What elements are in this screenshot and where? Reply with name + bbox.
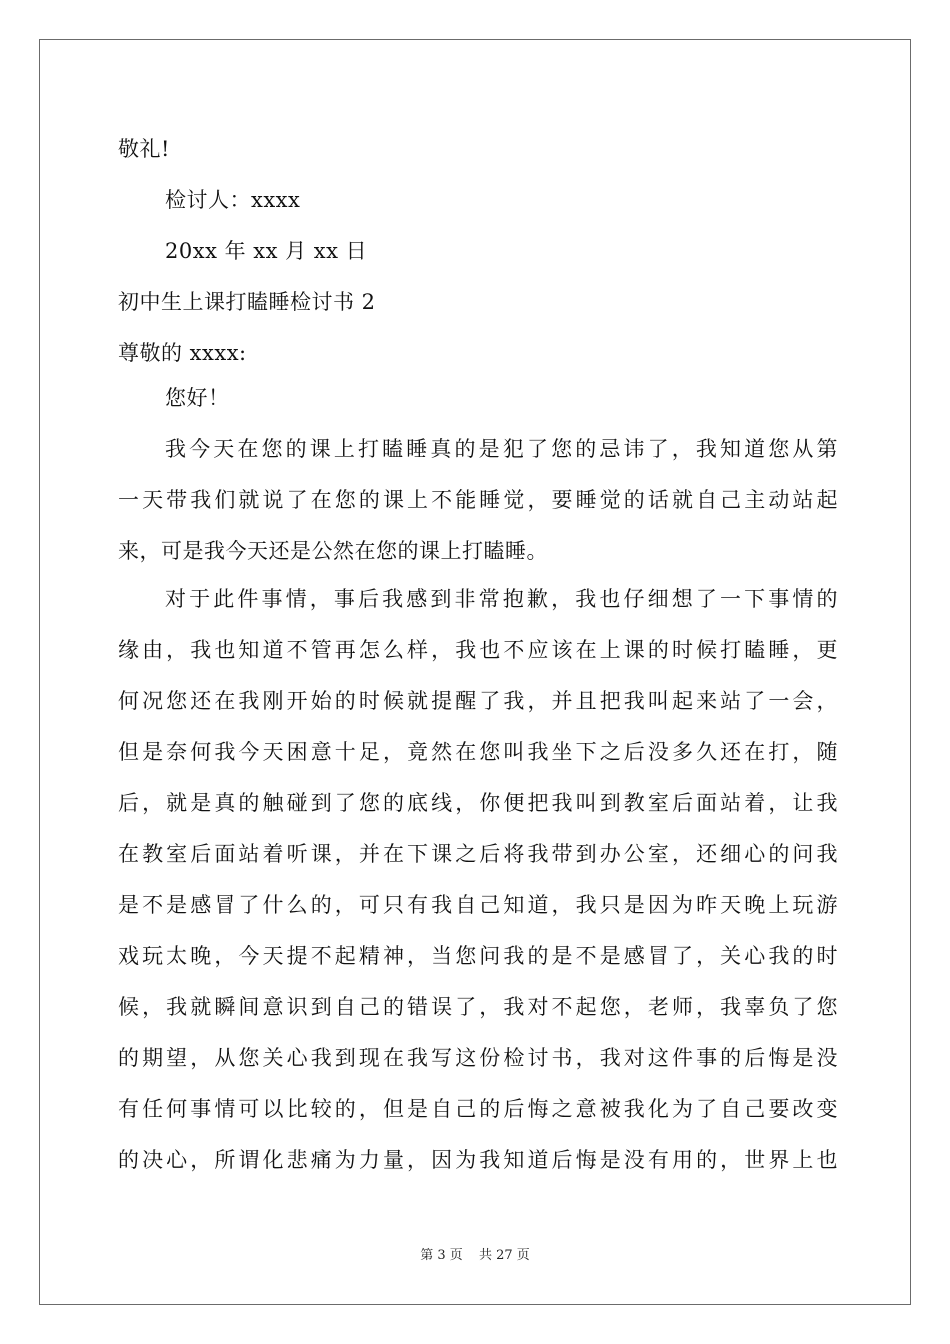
body-line: 候，我就瞬间意识到自己的错误了，我对不起您，老师，我辜负了您 [118,995,838,1019]
body-line: 但是奈何我今天困意十足，竟然在您叫我坐下之后没多久还在打，随 [118,740,838,764]
body-line: 对于此件事情，事后我感到非常抱歉，我也仔细想了一下事情的 [165,587,838,611]
greeting: 您好！ [165,386,230,410]
body-line: 一天带我们就说了在您的课上不能睡觉，要睡觉的话就自己主动站起 [118,488,838,512]
letter-title: 初中生上课打瞌睡检讨书 2 [118,290,376,314]
page-number: 第 3 页 [420,1248,463,1263]
salutation: 尊敬的 xxxx: [118,341,247,365]
body-line: 后，就是真的触碰到了您的底线，你便把我叫到教室后面站着，让我 [118,791,838,815]
body-line: 有任何事情可以比较的，但是自己的后悔之意被我化为了自己要改变 [118,1097,838,1121]
body-line: 戏玩太晚，今天提不起精神，当您问我的是不是感冒了，关心我的时 [118,944,838,968]
signer-line: 检讨人：xxxx [165,188,301,212]
body-line: 何况您还在我刚开始的时候就提醒了我，并且把我叫起来站了一会， [118,689,838,713]
body-line: 我今天在您的课上打瞌睡真的是犯了您的忌讳了，我知道您从第 [165,437,838,461]
body-line: 缘由，我也知道不管再怎么样，我也不应该在上课的时候打瞌睡，更 [118,638,838,662]
closing-text: 敬礼! [118,137,170,161]
body-line: 在教室后面站着听课，并在下课之后将我带到办公室，还细心的问我 [118,842,838,866]
page-total: 共 27 页 [478,1248,530,1263]
page-footer [0,1247,950,1265]
date-line: 20xx 年 xx 月 xx 日 [165,239,368,263]
body-line: 的期望，从您关心我到现在我写这份检讨书，我对这件事的后悔是没 [118,1046,838,1070]
body-line: 是不是感冒了什么的，可只有我自己知道，我只是因为昨天晚上玩游 [118,893,838,917]
body-line: 的决心，所谓化悲痛为力量，因为我知道后悔是没有用的，世界上也 [118,1148,838,1172]
body-line: 来，可是我今天还是公然在您的课上打瞌睡。 [118,539,548,563]
